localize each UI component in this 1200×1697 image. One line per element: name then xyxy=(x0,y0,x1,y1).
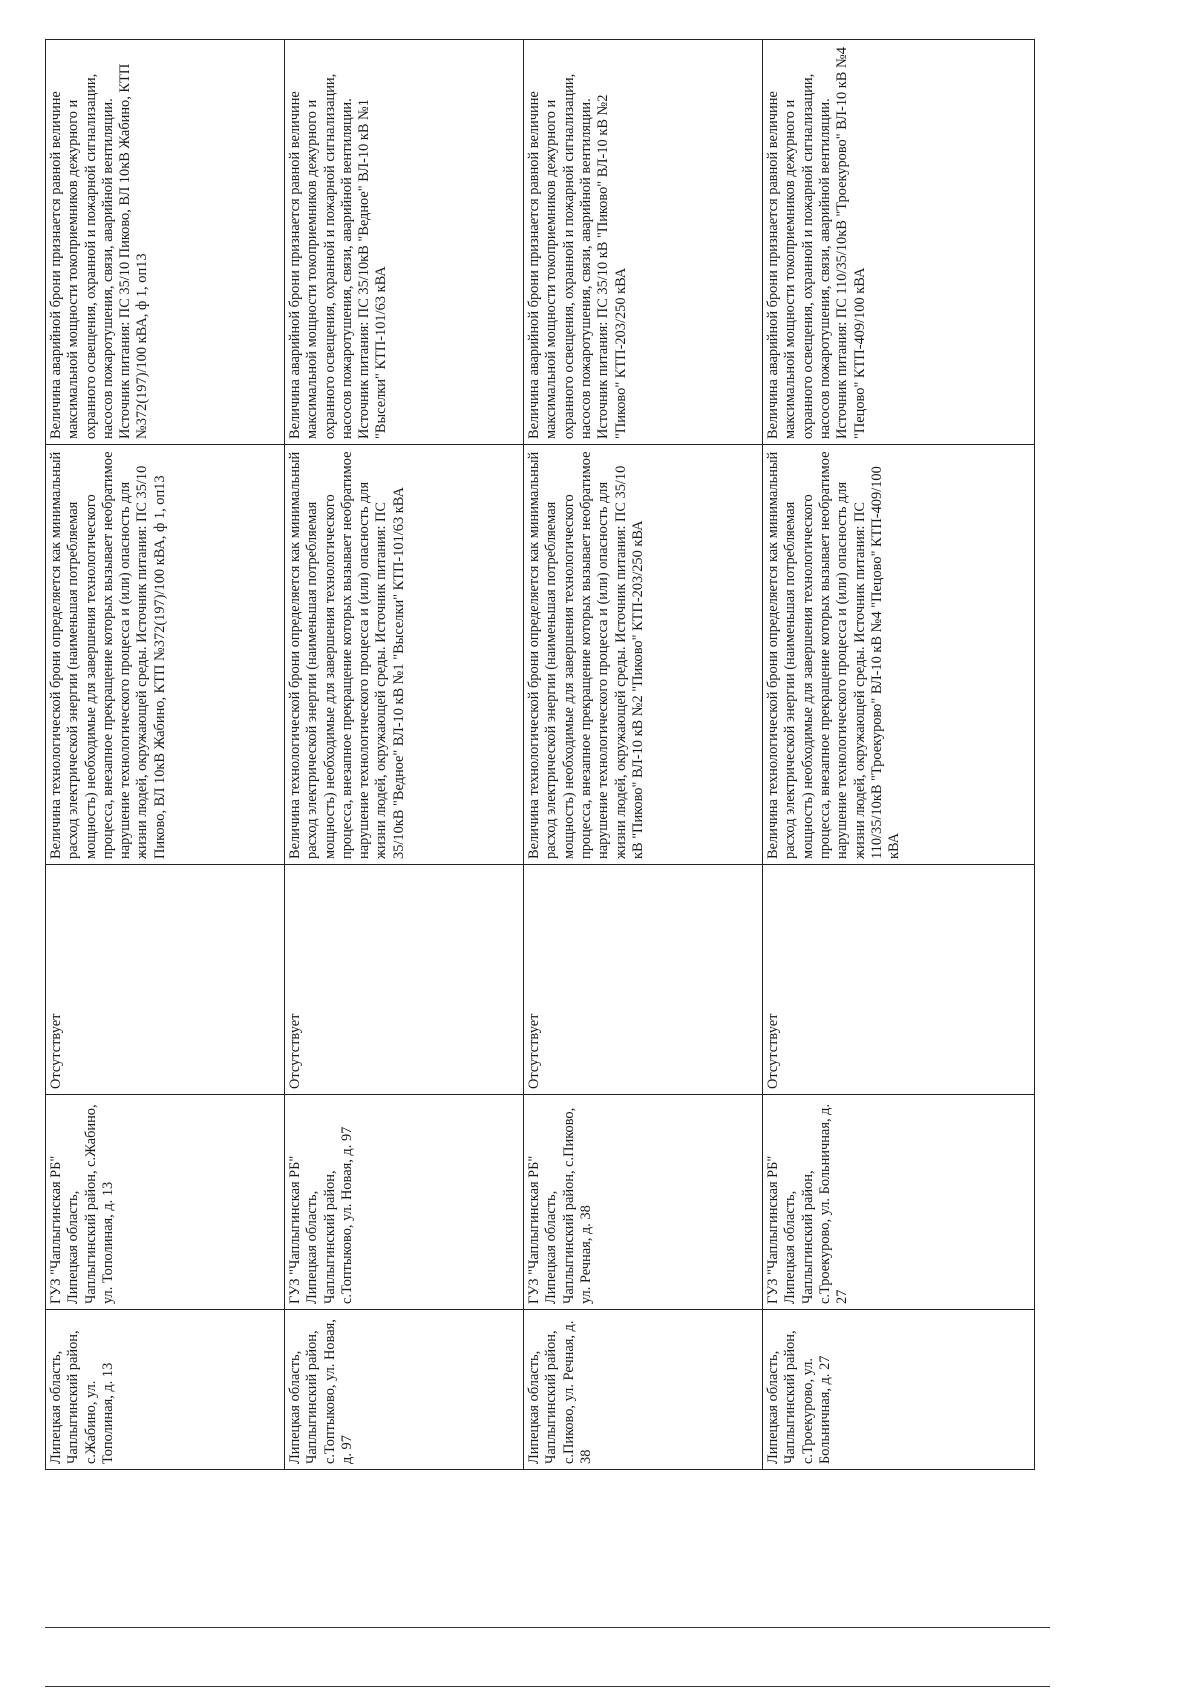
organization-cell: ГУЗ "Чаплыгинская РБ" Липецкая область, Чаплыгинский район, с.Троекурово, ул. Больничная, д. 27 xyxy=(763,1095,1035,1310)
status-cell: Отсутствует xyxy=(524,865,763,1095)
emergency-reserve-cell: Величина аварийной брони признается равной величине максимальной мощности токоприемников дежурного и охранного освещения, охранной и пожарной сигнализации, насосов пожаротушения, связи, аварийной вентиляции. Источник питания: ПС 35/10кВ "Ведное" ВЛ-10 кВ №1 "Выселки" КТП-101/63 кВА xyxy=(285,40,524,445)
tech-reserve-cell: Величина технологической брони определяется как минимальный расход электрической энергии (наименьшая потребляемая мощность) необходимые для завершения технологического процесса, внезапное прекращение которых вызывает необратимое нарушение технологического процесса и (или) опасность для жизни людей, окружающей среды. Источник питания: ПС 110/35/10кВ "Троекурово" ВЛ-10 кВ №4 "Пецово" КТП-409/100 кВА xyxy=(763,445,1035,865)
table-row xyxy=(524,40,763,1470)
table-row xyxy=(285,40,524,1470)
horizontal-rule xyxy=(45,1686,1050,1687)
emergency-reserve-cell: Величина аварийной брони признается равной величине максимальной мощности токоприемников дежурного и охранного освещения, охранной и пожарной сигнализации, насосов пожаротушения, связи, аварийной вентиляции. Источник питания: ПС 35/10 Пиково, ВЛ 10кВ Жабино, КТП №372(197)/100 кВА, ф 1, оп13 xyxy=(46,40,285,445)
address-cell: Липецкая область, Чаплыгинский район, с.Жабино, ул. Тополиная, д. 13 xyxy=(46,1310,285,1470)
horizontal-rule xyxy=(45,1627,1050,1628)
organization-cell: ГУЗ "Чаплыгинская РБ" Липецкая область, Чаплыгинский район, с.Жабино, ул. Тополиная, д. 13 xyxy=(46,1095,285,1310)
organization-cell: ГУЗ "Чаплыгинская РБ" Липецкая область, Чаплыгинский район, с.Топтыково, ул. Новая, д. 97 xyxy=(285,1095,524,1310)
address-cell: Липецкая область, Чаплыгинский район, с.Троекурово, ул. Больничная, д. 27 xyxy=(763,1310,1035,1470)
status-cell: Отсутствует xyxy=(285,865,524,1095)
table-row xyxy=(763,40,1035,1470)
organization-cell: ГУЗ "Чаплыгинская РБ" Липецкая область, Чаплыгинский район, с.Пиково, ул. Речная, д. 38 xyxy=(524,1095,763,1310)
address-cell: Липецкая область, Чаплыгинский район, с.Топтыково, ул. Новая, д. 97 xyxy=(285,1310,524,1470)
power-reserve-table xyxy=(45,39,1035,1470)
address-cell: Липецкая область, Чаплыгинский район, с.Пиково, ул. Речная, д. 38 xyxy=(524,1310,763,1470)
tech-reserve-cell: Величина технологической брони определяется как минимальный расход электрической энергии (наименьшая потребляемая мощность) необходимые для завершения технологического процесса, внезапное прекращение которых вызывает необратимое нарушение технологического процесса и (или) опасность для жизни людей, окружающей среды. Источник питания: ПС 35/10кВ "Ведное" ВЛ-10 кВ №1 "Выселки" КТП-101/63 кВА xyxy=(285,445,524,865)
status-cell: Отсутствует xyxy=(763,865,1035,1095)
tech-reserve-cell: Величина технологической брони определяется как минимальный расход электрической энергии (наименьшая потребляемая мощность) необходимые для завершения технологического процесса, внезапное прекращение которых вызывает необратимое нарушение технологического процесса и (или) опасность для жизни людей, окружающей среды. Источник питания: ПС 35/10 Пиково, ВЛ 10кВ Жабино, КТП №372(197)/100 кВА, ф 1, оп13 xyxy=(46,445,285,865)
rotated-table-container xyxy=(45,40,1035,1470)
table-row xyxy=(46,40,285,1470)
status-cell: Отсутствует xyxy=(46,865,285,1095)
emergency-reserve-cell: Величина аварийной брони признается равной величине максимальной мощности токоприемников дежурного и охранного освещения, охранной и пожарной сигнализации, насосов пожаротушения, связи, аварийной вентиляции. Источник питания: ПС 110/35/10кВ "Троекурово" ВЛ-10 кВ №4 "Пецово" КТП-409/100 кВА xyxy=(763,40,1035,445)
tech-reserve-cell: Величина технологической брони определяется как минимальный расход электрической энергии (наименьшая потребляемая мощность) необходимые для завершения технологического процесса, внезапное прекращение которых вызывает необратимое нарушение технологического процесса и (или) опасность для жизни людей, окружающей среды. Источник питания: ПС 35/10 кВ "Пиково" ВЛ-10 кВ №2 "Пиково" КТП-203/250 кВА xyxy=(524,445,763,865)
emergency-reserve-cell: Величина аварийной брони признается равной величине максимальной мощности токоприемников дежурного и охранного освещения, охранной и пожарной сигнализации, насосов пожаротушения, связи, аварийной вентиляции. Источник питания: ПС 35/10 кВ "Пиково" ВЛ-10 кВ №2 "Пиково" КТП-203/250 кВА xyxy=(524,40,763,445)
